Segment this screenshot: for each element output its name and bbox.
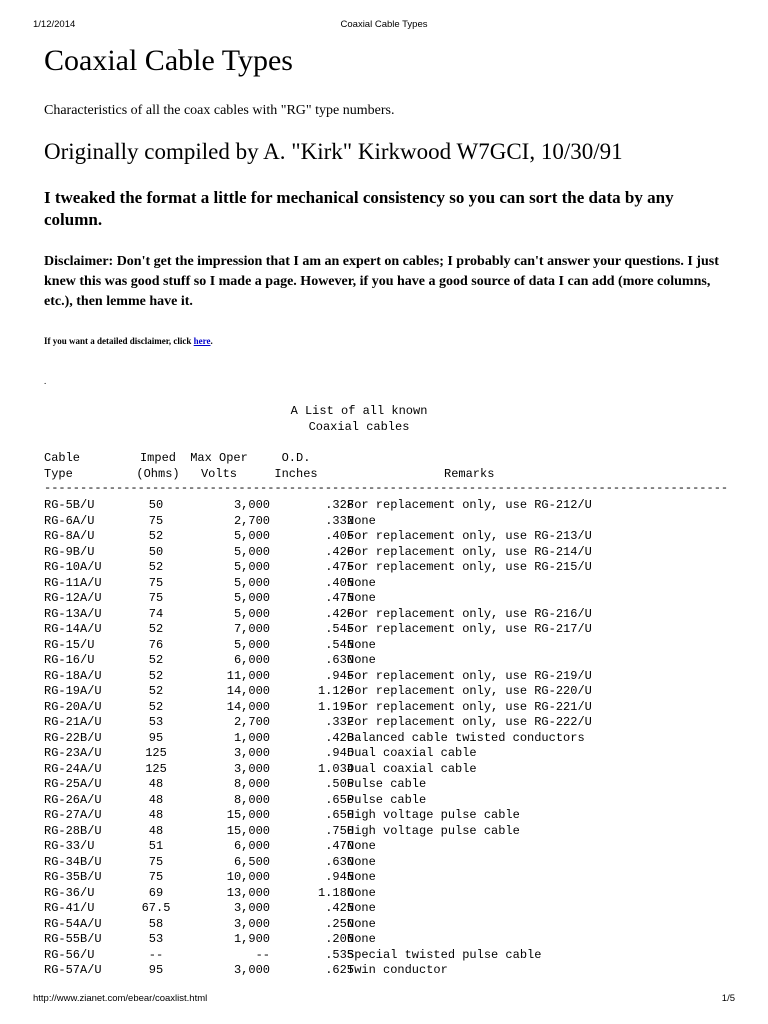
cell-max-volts: 5,000 <box>233 637 270 652</box>
cell-outer-diameter: .420 <box>325 606 354 621</box>
cell-max-volts: 2,700 <box>233 513 270 528</box>
cell-impedance: 53 <box>148 932 164 947</box>
cell-outer-diameter: .630 <box>325 653 354 668</box>
cell-cable-type: RG-54A/U <box>44 916 102 931</box>
table-row <box>44 669 664 685</box>
cell-remarks: For replacement only, use RG-213/U <box>347 529 592 544</box>
cell-remarks: For replacement only, use RG-214/U <box>347 544 592 559</box>
cell-cable-type: RG-27A/U <box>44 808 102 823</box>
cell-impedance: 52 <box>148 684 164 699</box>
header-max-volts <box>187 450 251 482</box>
cell-outer-diameter: .206 <box>325 932 354 947</box>
table-rule: ----------------------------------------------------------------------------------------------- <box>44 481 729 495</box>
header-od-line2: Inches <box>274 467 318 481</box>
cell-impedance: 75 <box>148 870 164 885</box>
cell-impedance: 125 <box>145 761 167 776</box>
table-row <box>44 839 664 855</box>
cell-max-volts: 15,000 <box>226 808 270 823</box>
cell-impedance: 75 <box>148 591 164 606</box>
print-title: Coaxial Cable Types <box>340 19 428 30</box>
cell-remarks: None <box>347 885 376 900</box>
cell-impedance: 76 <box>148 637 164 652</box>
cell-remarks: High voltage pulse cable <box>347 808 520 823</box>
cell-max-volts: 3,000 <box>233 761 270 776</box>
cell-remarks: Twin conductor <box>347 963 448 978</box>
cell-remarks: For replacement only, use RG-216/U <box>347 606 592 621</box>
cell-impedance: 50 <box>148 544 164 559</box>
table-row <box>44 622 664 638</box>
cell-cable-type: RG-24A/U <box>44 761 102 776</box>
cell-outer-diameter: .535 <box>325 947 354 962</box>
cell-impedance: 52 <box>148 653 164 668</box>
cell-cable-type: RG-41/U <box>44 901 95 916</box>
cell-outer-diameter: 1.180 <box>317 885 354 900</box>
disclaimer-here-link[interactable]: here <box>193 336 211 346</box>
cell-impedance: 52 <box>148 699 164 714</box>
cell-impedance: 48 <box>148 792 164 807</box>
table-row <box>44 808 664 824</box>
cell-max-volts: 15,000 <box>226 823 270 838</box>
header-impedance <box>136 450 180 482</box>
cell-outer-diameter: .650 <box>325 808 354 823</box>
table-row <box>44 948 664 964</box>
table-row <box>44 591 664 607</box>
print-date: 1/12/2014 <box>33 19 76 30</box>
cell-max-volts: 3,000 <box>233 498 270 512</box>
cell-cable-type: RG-10A/U <box>44 560 102 575</box>
cell-outer-diameter: .425 <box>325 901 354 916</box>
cell-impedance: 52 <box>148 668 164 683</box>
table-row <box>44 715 664 731</box>
cell-remarks: For replacement only, use RG-217/U <box>347 622 592 637</box>
cell-impedance: 52 <box>148 560 164 575</box>
detailed-disclaimer-note <box>44 336 213 346</box>
cell-max-volts: 8,000 <box>233 777 270 792</box>
table-row <box>44 731 664 747</box>
cell-cable-type: RG-18A/U <box>44 668 102 683</box>
table-row <box>44 886 664 902</box>
header-imped-line2: (Ohms) <box>136 467 180 481</box>
cell-impedance: 95 <box>148 963 164 978</box>
header-od-line1: O.D. <box>281 451 311 465</box>
cell-cable-type: RG-56/U <box>44 947 95 962</box>
cell-remarks: For replacement only, use RG-222/U <box>347 715 592 730</box>
cell-cable-type: RG-6A/U <box>44 513 95 528</box>
cell-remarks: For replacement only, use RG-220/U <box>347 684 592 699</box>
print-footer <box>33 993 735 1005</box>
table-row <box>44 762 664 778</box>
cell-impedance: 75 <box>148 513 164 528</box>
detailed-disclaimer-suffix: . <box>210 336 213 346</box>
cell-cable-type: RG-34B/U <box>44 854 102 869</box>
cell-outer-diameter: 1.034 <box>317 761 354 776</box>
cell-outer-diameter: .750 <box>325 823 354 838</box>
header-volts-line2: Volts <box>200 467 237 481</box>
cell-outer-diameter: .625 <box>325 963 354 978</box>
cell-max-volts: 8,000 <box>233 792 270 807</box>
cell-cable-type: RG-19A/U <box>44 684 102 699</box>
disclaimer-text: Disclaimer: Don't get the impression that I am an expert on cables; I probably can't answer your questions. I just knew this was good stuff so I made a page. However, if you have a good source of data I can add (more columns, etc.), then lemme have it. <box>44 254 719 309</box>
cell-outer-diameter: .505 <box>325 777 354 792</box>
cell-max-volts: 5,000 <box>233 529 270 544</box>
cell-cable-type: RG-36/U <box>44 885 95 900</box>
cell-impedance: 75 <box>148 575 164 590</box>
cell-max-volts: 5,000 <box>233 591 270 606</box>
cell-outer-diameter: .475 <box>325 560 354 575</box>
cell-remarks: High voltage pulse cable <box>347 823 520 838</box>
page-title: Coaxial Cable Types <box>44 44 293 77</box>
cell-remarks: None <box>347 637 376 652</box>
table-row <box>44 545 664 561</box>
cell-cable-type: RG-20A/U <box>44 699 102 714</box>
cell-impedance: 74 <box>148 606 164 621</box>
cell-remarks: Pulse cable <box>347 792 427 807</box>
cell-impedance: 53 <box>148 715 164 730</box>
table-row <box>44 653 664 669</box>
cell-impedance: 52 <box>148 622 164 637</box>
cell-impedance: 125 <box>145 746 167 761</box>
table-row <box>44 793 664 809</box>
cell-impedance: 75 <box>148 854 164 869</box>
cell-impedance: 69 <box>148 885 164 900</box>
cell-outer-diameter: .328 <box>325 498 354 512</box>
cell-max-volts: 5,000 <box>233 575 270 590</box>
cell-impedance: -- <box>148 947 164 962</box>
cell-max-volts: 3,000 <box>233 916 270 931</box>
cell-remarks: None <box>347 513 376 528</box>
cell-remarks: None <box>347 901 376 916</box>
table-row <box>44 576 664 592</box>
table-title <box>44 403 674 435</box>
table-row <box>44 932 664 948</box>
cell-max-volts: -- <box>255 947 270 962</box>
cell-cable-type: RG-33/U <box>44 839 95 854</box>
print-url: http://www.zianet.com/ebear/coaxlist.html <box>33 993 208 1004</box>
cell-cable-type: RG-8A/U <box>44 529 95 544</box>
cell-outer-diameter: .475 <box>325 591 354 606</box>
cell-cable-type: RG-15/U <box>44 637 95 652</box>
cell-cable-type: RG-21A/U <box>44 715 102 730</box>
cell-cable-type: RG-35B/U <box>44 870 102 885</box>
cell-outer-diameter: .405 <box>325 575 354 590</box>
cell-max-volts: 1,000 <box>233 730 270 745</box>
cell-max-volts: 6,500 <box>233 854 270 869</box>
cell-max-volts: 5,000 <box>233 560 270 575</box>
cell-remarks: Balanced cable twisted conductors <box>347 730 585 745</box>
cell-outer-diameter: 1.120 <box>317 684 354 699</box>
cell-max-volts: 5,000 <box>233 544 270 559</box>
table-row <box>44 684 664 700</box>
cell-cable-type: RG-25A/U <box>44 777 102 792</box>
table-row <box>44 746 664 762</box>
cell-cable-type: RG-22B/U <box>44 730 102 745</box>
print-header <box>33 19 735 31</box>
cell-max-volts: 7,000 <box>233 622 270 637</box>
cell-outer-diameter: .945 <box>325 746 354 761</box>
cell-max-volts: 3,000 <box>233 901 270 916</box>
cell-remarks: Special twisted pulse cable <box>347 947 542 962</box>
header-remarks: Remarks <box>444 467 495 481</box>
cell-max-volts: 6,000 <box>233 839 270 854</box>
cell-impedance: 58 <box>148 916 164 931</box>
cell-remarks: Dual coaxial cable <box>347 746 477 761</box>
print-page-number: 1/5 <box>721 993 735 1004</box>
cell-max-volts: 3,000 <box>233 963 270 978</box>
cell-impedance: 48 <box>148 777 164 792</box>
cell-remarks: For replacement only, use RG-215/U <box>347 560 592 575</box>
detailed-disclaimer-prefix: If you want a detailed disclaimer, click <box>44 336 194 346</box>
cell-max-volts: 13,000 <box>226 885 270 900</box>
table-title-line1: A List of all known <box>290 404 428 418</box>
table-row <box>44 901 664 917</box>
cell-cable-type: RG-55B/U <box>44 932 102 947</box>
cell-impedance: 67.5 <box>141 901 171 916</box>
table-title-line2: Coaxial cables <box>308 420 410 434</box>
cell-remarks: For replacement only, use RG-219/U <box>347 668 592 683</box>
cell-remarks: For replacement only, use RG-221/U <box>347 699 592 714</box>
cell-max-volts: 10,000 <box>226 870 270 885</box>
cell-max-volts: 11,000 <box>226 668 270 683</box>
cell-remarks: None <box>347 932 376 947</box>
cell-remarks: None <box>347 870 376 885</box>
cell-impedance: 48 <box>148 808 164 823</box>
cell-outer-diameter: .945 <box>325 870 354 885</box>
cell-max-volts: 5,000 <box>233 606 270 621</box>
cell-cable-type: RG-26A/U <box>44 792 102 807</box>
cell-max-volts: 6,000 <box>233 653 270 668</box>
table-row <box>44 607 664 623</box>
table-row <box>44 529 664 545</box>
cell-max-volts: 2,700 <box>233 715 270 730</box>
cell-impedance: 48 <box>148 823 164 838</box>
header-imped-line1: Imped <box>139 451 176 465</box>
table-row <box>44 560 664 576</box>
cell-outer-diameter: .630 <box>325 854 354 869</box>
cell-outer-diameter: .650 <box>325 792 354 807</box>
table-row <box>44 963 664 979</box>
cell-impedance: 51 <box>148 839 164 854</box>
cell-outer-diameter: .405 <box>325 529 354 544</box>
cell-outer-diameter: .945 <box>325 668 354 683</box>
cell-remarks: None <box>347 916 376 931</box>
table-row <box>44 917 664 933</box>
cell-remarks: None <box>347 653 376 668</box>
cell-cable-type: RG-5B/U <box>44 498 95 512</box>
header-type-line1: Cable <box>44 451 81 465</box>
cell-outer-diameter: .545 <box>325 637 354 652</box>
page-subtitle: Characteristics of all the coax cables with "RG" type numbers. <box>44 103 395 118</box>
table-row <box>44 777 664 793</box>
cell-remarks: None <box>347 591 376 606</box>
table-row <box>44 514 664 530</box>
cell-max-volts: 3,000 <box>233 746 270 761</box>
cell-remarks: Dual coaxial cable <box>347 761 477 776</box>
cell-cable-type: RG-11A/U <box>44 575 102 590</box>
header-type-line2: Type <box>44 467 73 481</box>
cell-outer-diameter: .420 <box>325 730 354 745</box>
header-cable-type <box>44 450 80 482</box>
cell-outer-diameter: .470 <box>325 839 354 854</box>
compiled-by-heading: Originally compiled by A. "Kirk" Kirkwood W7GCI, 10/30/91 <box>44 139 623 164</box>
cell-cable-type: RG-12A/U <box>44 591 102 606</box>
table-row <box>44 870 664 886</box>
table-row <box>44 855 664 871</box>
cell-remarks: For replacement only, use RG-212/U <box>347 498 592 512</box>
cell-cable-type: RG-28B/U <box>44 823 102 838</box>
cell-max-volts: 14,000 <box>226 684 270 699</box>
cell-impedance: 52 <box>148 529 164 544</box>
cell-remarks: None <box>347 839 376 854</box>
cell-max-volts: 14,000 <box>226 699 270 714</box>
stray-dot: . <box>44 376 47 386</box>
header-volts-line1: Max Oper <box>190 451 248 465</box>
cable-table-body <box>44 498 664 979</box>
table-row <box>44 700 664 716</box>
cell-cable-type: RG-23A/U <box>44 746 102 761</box>
cell-outer-diameter: .420 <box>325 544 354 559</box>
table-row <box>44 638 664 654</box>
header-od <box>270 450 322 482</box>
cell-remarks: None <box>347 854 376 869</box>
cell-cable-type: RG-16/U <box>44 653 95 668</box>
cell-outer-diameter: .332 <box>325 715 354 730</box>
cell-impedance: 50 <box>148 498 164 512</box>
cell-outer-diameter: .250 <box>325 916 354 931</box>
cell-remarks: Pulse cable <box>347 777 427 792</box>
tweak-note-heading: I tweaked the format a little for mechanical consistency so you can sort the data by any column. <box>44 188 674 229</box>
cell-max-volts: 1,900 <box>233 932 270 947</box>
cell-impedance: 95 <box>148 730 164 745</box>
cell-remarks: None <box>347 575 376 590</box>
cell-cable-type: RG-13A/U <box>44 606 102 621</box>
table-row <box>44 498 664 514</box>
cell-cable-type: RG-9B/U <box>44 544 95 559</box>
cell-cable-type: RG-14A/U <box>44 622 102 637</box>
cell-outer-diameter: .545 <box>325 622 354 637</box>
cell-outer-diameter: 1.195 <box>317 699 354 714</box>
table-row <box>44 824 664 840</box>
cell-cable-type: RG-57A/U <box>44 963 102 978</box>
cell-outer-diameter: .332 <box>325 513 354 528</box>
